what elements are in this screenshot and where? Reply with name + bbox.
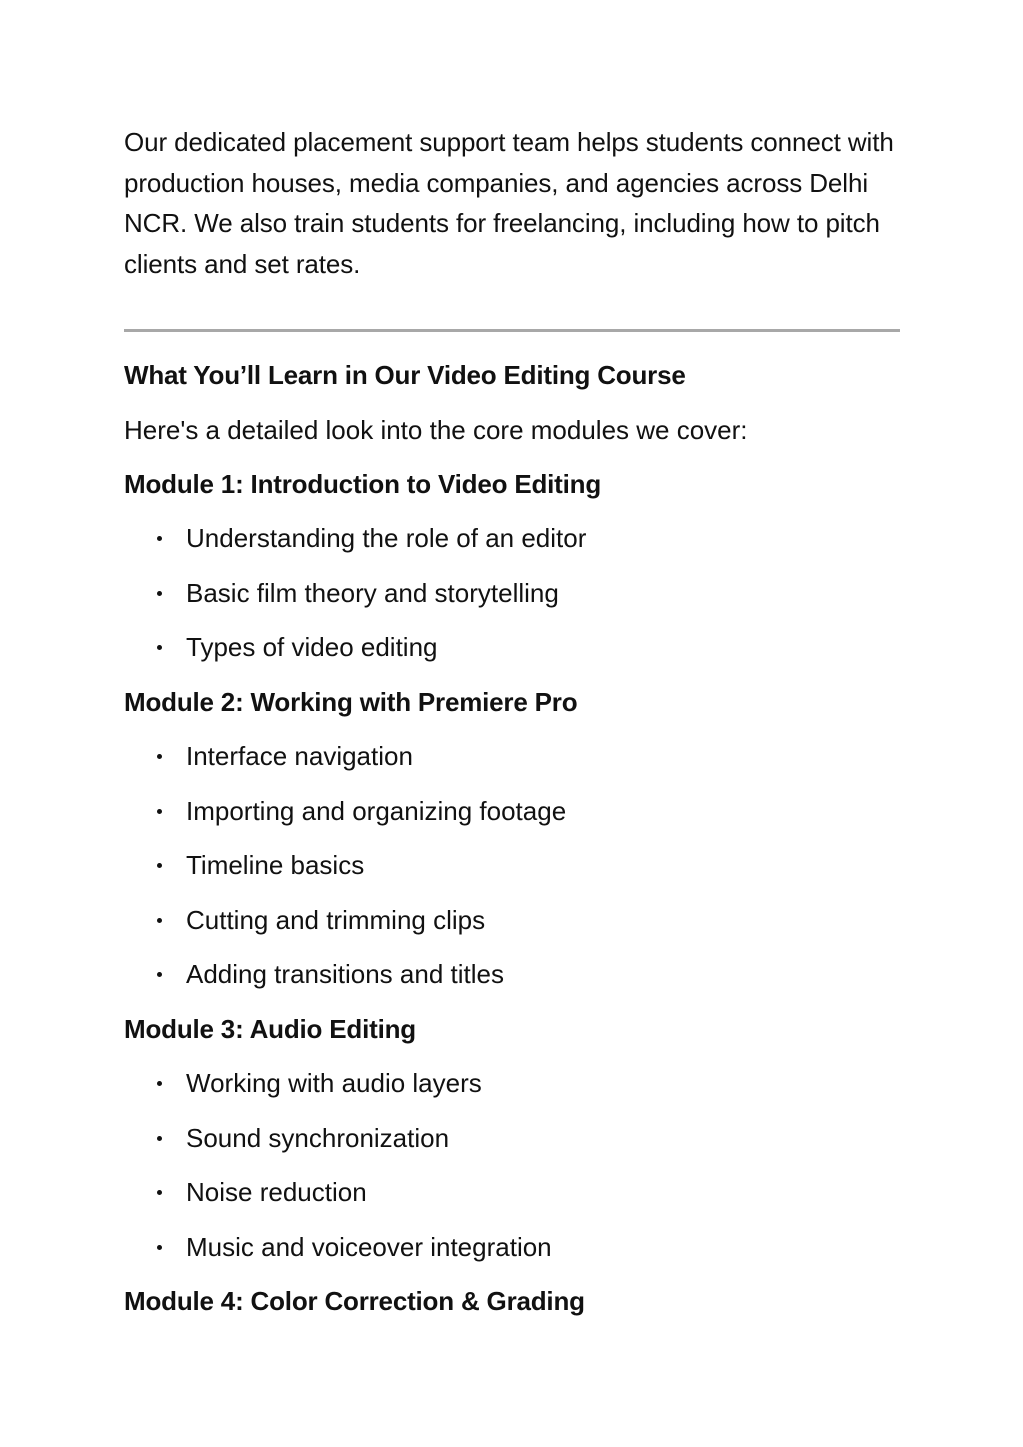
section-lead: Here's a detailed look into the core modules we cover: — [124, 415, 748, 445]
section-title: What You’ll Learn in Our Video Editing Course — [124, 360, 686, 390]
bullet-icon — [157, 972, 162, 977]
list-item-text: Sound synchronization — [186, 1123, 450, 1153]
bullet-icon — [157, 863, 162, 868]
section-divider — [124, 329, 900, 332]
list-item-text: Types of video editing — [186, 632, 438, 662]
module-2-title: Module 2: Working with Premiere Pro — [124, 687, 578, 717]
list-item-text: Interface navigation — [186, 741, 413, 771]
bullet-icon — [157, 1245, 162, 1250]
module-3-title: Module 3: Audio Editing — [124, 1014, 416, 1044]
bullet-icon — [157, 1081, 162, 1086]
bullet-icon — [157, 809, 162, 814]
bullet-icon — [157, 1190, 162, 1195]
list-item-text: Cutting and trimming clips — [186, 905, 486, 935]
intro-paragraph: Our dedicated placement support team helps students connect with production houses, media companies, and agencies across Delhi NCR. We also train students for freelancing, including how to pitch clients and set rates. — [124, 127, 894, 279]
module-4-title: Module 4: Color Correction & Grading — [124, 1286, 585, 1316]
module-1-title: Module 1: Introduction to Video Editing — [124, 469, 602, 499]
list-item-text: Working with audio layers — [186, 1068, 482, 1098]
list-item-text: Music and voiceover integration — [186, 1232, 552, 1262]
list-item-text: Adding transitions and titles — [186, 959, 504, 989]
bullet-icon — [157, 645, 162, 650]
bullet-icon — [157, 918, 162, 923]
bullet-icon — [157, 536, 162, 541]
list-item-text: Importing and organizing footage — [186, 796, 567, 826]
bullet-icon — [157, 754, 162, 759]
list-item-text: Noise reduction — [186, 1177, 367, 1207]
list-item-text: Understanding the role of an editor — [186, 523, 587, 553]
bullet-icon — [157, 1136, 162, 1141]
list-item-text: Basic film theory and storytelling — [186, 578, 559, 608]
bullet-icon — [157, 591, 162, 596]
list-item-text: Timeline basics — [186, 850, 365, 880]
